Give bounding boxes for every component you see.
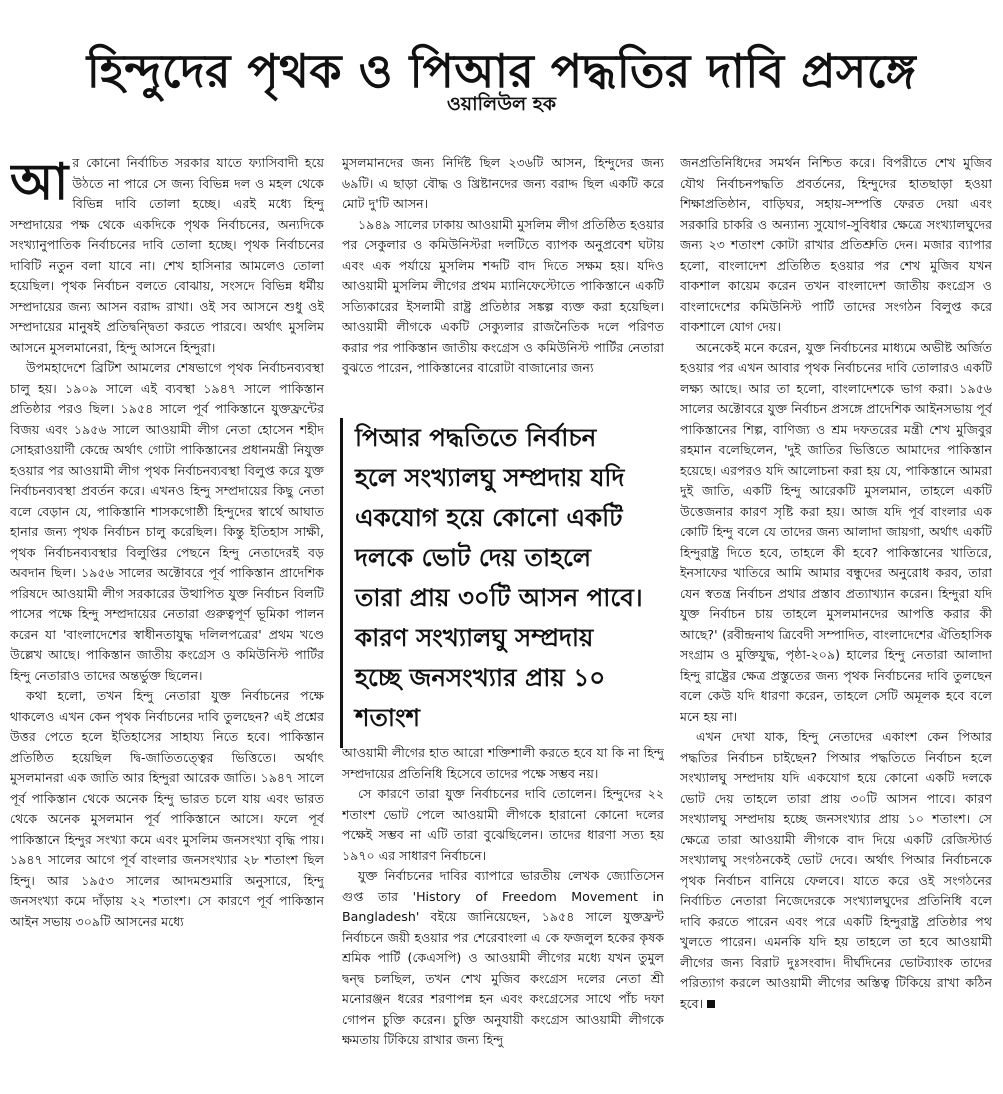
pull-quote: পিআর পদ্ধতিতে নির্বাচন হলে সংখ্যালঘু সম্প্রদায় যদি একযোগ হয়ে কোনো একটি দলকে ভোট দেয় তাহলে তারা প্রায় ৩০টি আসন পাবে। কারণ সংখ্যালঘু সম্প্রদায় হচ্ছে জনসংখ্যার প্রায় ১০ শতাংশ (340, 418, 645, 748)
paragraph: যুক্ত নির্বাচনের দাবির ব্যাপারে ভারতীয় লেখক জ্যোতিসেন গুপ্ত তার 'History of Freedom Movement in Bangladesh' বইয়ে জানিয়েছেন, ১৯৫৪ সালে যুক্তফ্রন্ট নির্বাচনে জয়ী হওয়ার পর শেরেবাংলা এ কে ফজলুল হকের কৃষক শ্রমিক পার্টি (কেএসপি) ও আওয়ামী লীগের মধ্যে যখন তুমুল দ্বন্দ্ব চলছিল, তখন শেখ মুজিব কংগ্রেস দলের নেতা শ্রী মনোরঞ্জন ধরের শরণাপন্ন হন এবং কংগ্রেসের সাথে পাঁচ দফা গোপন চুক্তি করেন। চুক্তি অনুযায়ী কংগ্রেস আওয়ামী লীগকে ক্ষমতায় টিকিয়ে রাখার জন্য হিন্দু (342, 868, 664, 1047)
paragraph (10, 153, 324, 358)
end-mark-icon (707, 1000, 715, 1008)
author-byline: ওয়ালিউল হক (446, 93, 557, 115)
column-2-top (342, 153, 664, 423)
article-column-1 (10, 153, 324, 1083)
paragraph: কথা হলো, তখন হিন্দু নেতারা যুক্ত নির্বাচনের পক্ষে থাকলেও এখন কেন পৃথক নির্বাচনের দাবি তুলছেন? এই প্রশ্নের উত্তর পেতে হলে ইতিহাসের সাহায্য নিতে হবে। পাকিস্তান প্রতিষ্ঠিত হয়েছিল দ্বি-জাতিতত্ত্বের ভিত্তিতে। অর্থাৎ মুসলমানরা এক জাতি আর হিন্দুরা আরেক জাতি। ১৯৪৭ সালে পূর্ব পাকিস্তান থেকে অনেক হিন্দু ভারত চলে যায় এবং ভারত থেকে অনেক মুসলমান পূর্ব পাকিস্তানে আসে। ফলে পূর্ব পাকিস্তানে হিন্দুর সংখ্যা কমে এবং মুসলিম জনসংখ্যা বৃদ্ধি পায়। ১৯৪৭ সালের আগে পূর্ব বাংলার জনসংখ্যার ২৮ শতাংশ ছিল হিন্দু। আর ১৯৫৩ সালের আদমশুমারি অনুসারে, হিন্দু জনসংখ্যা কমে দাঁড়ায় ২২ শতাংশ। সে কারণে পূর্ব পাকিস্তান আইন সভায় ৩০৯টি আসনের মধ্যে (10, 688, 324, 929)
article-column-3 (680, 153, 992, 1083)
headline: হিন্দুদের পৃথক ও পিআর পদ্ধতির দাবি প্রসঙ্গে (86, 43, 917, 98)
paragraph-text: র কোনো নির্বাচিত সরকার যাতে ফ্যাসিবাদী হয়ে উঠতে না পারে সে জন্য বিভিন্ন দল ও মহল থেকে বিভিন্ন দাবি তোলা হচ্ছে। এরই মধ্যে হিন্দু সম্প্রদায়ের পক্ষ থেকে একদিকে পৃথক নির্বাচনের, অন্যদিকে সংখ্যানুপাতিক নির্বাচনের দাবি তোলা হচ্ছে। পৃথক নির্বাচনের দাবিটি নতুন বলা যাবে না। শেখ হাসিনার আমলেও তোলা হয়েছিল। পৃথক নির্বাচন বলতে বোঝায়, সংসদে বিভিন্ন ধর্মীয় সম্প্রদায়ের জন্য আসন বরাদ্দ রাখা। ওই সব আসনে শুধু ওই সম্প্রদায়ের মানুষই প্রতিদ্বন্দ্বিতা করতে পারবে। অর্থাৎ মুসলিম আসনে মুসলমানেরা, হিন্দু আসনে হিন্দুরা। (10, 155, 324, 355)
paragraph (680, 727, 992, 1014)
column-2-bottom (342, 743, 664, 1051)
paragraph: মুসলমানদের জন্য নির্দিষ্ট ছিল ২৩৬টি আসন, হিন্দুদের জন্য ৬৯টি। এ ছাড়া বৌদ্ধ ও খ্রিষ্টানদের জন্য বরাদ্দ ছিল একটি করে মোট দু'টি আসন। (342, 155, 664, 211)
paragraph: উপমহাদেশে ব্রিটিশ আমলের শেষভাগে পৃথক নির্বাচনব্যবস্থা চালু হয়। ১৯০৯ সালে এই ব্যবস্থা ১৯৪৭ সালে পাকিস্তান প্রতিষ্ঠার পরও ছিল। ১৯৫৪ সালে পূর্ব পাকিস্তানে যুক্তফ্রন্টের বিজয় এবং ১৯৫৬ সালে আওয়ামী লীগ নেতা হোসেন শহীদ সোহরাওয়ার্দী কেন্দ্রে অর্থাৎ গোটা পাকিস্তানের প্রধানমন্ত্রী নিযুক্ত হওয়ার পর আওয়ামী লীগ পৃথক নির্বাচনব্যবস্থা বিলুপ্ত করে যুক্ত নির্বাচনব্যবস্থা প্রবর্তন করে। এখনও হিন্দু সম্প্রদায়ের কিছু নেতা বলে বেড়ান যে, পাকিস্তানি শাসকগোষ্ঠী হিন্দুদের স্বার্থে আঘাত হানার জন্য পৃথক নির্বাচন চালু করেছিল। কিন্তু ইতিহাস সাক্ষী, পৃথক নির্বাচনব্যবস্থার বিলুপ্তির পেছনে হিন্দু নেতাদেরই বড় অবদান ছিল। ১৯৫৬ সালের অক্টোবরে পূর্ব পাকিস্তান প্রাদেশিক পরিষদে আওয়ামী লীগ সরকারের উত্থাপিত যুক্ত নির্বাচন বিলটি পাসের পক্ষে হিন্দু সম্প্রদায়ের নেতারা গুরুত্বপূর্ণ ভূমিকা পালন করেন যা 'বাংলাদেশের স্বাধীনতাযুদ্ধ দলিলপত্রের' প্রথম খণ্ডে উল্লেখ আছে। পাকিস্তান জাতীয় কংগ্রেস ও কমিউনিস্ট পার্টির হিন্দু নেতারাও তাদের অন্তর্ভুক্ত ছিলেন। (10, 360, 324, 683)
drop-cap: আ (10, 153, 69, 211)
paragraph: ১৯৪৯ সালের ঢাকায় আওয়ামী মুসলিম লীগ প্রতিষ্ঠিত হওয়ার পর সেকুলার ও কমিউনিস্টরা দলটিতে ব্যাপক অনুপ্রবেশ ঘটায় এবং এক পর্যায়ে মুসলিম শব্দটি বাদ দিতে সক্ষম হয়। যদিও আওয়ামী মুসলিম লীগের প্রথম ম্যানিফেস্টোতে পাকিস্তানে একটি সত্যিকারের ইসলামী রাষ্ট্র প্রতিষ্ঠার সঙ্কল্প ব্যক্ত করা হয়েছিল। আওয়ামী লীগকে একটি সেক্যুলার রাজনৈতিক দলে পরিণত করার পর পাকিস্তান জাতীয় কংগ্রেস ও কমিউনিস্ট পার্টির নেতারা বুঝতে পারেন, পাকিস্তানের বারোটা বাজানোর জন্য (342, 216, 664, 375)
paragraph: আওয়ামী লীগের হাত আরো শক্তিশালী করতে হবে যা কি না হিন্দু সম্প্রদায়ের প্রতিনিধি হিসেবে তাদের পক্ষে সম্ভব নয়। (342, 745, 664, 781)
paragraph-text: এখন দেখা যাক, হিন্দু নেতাদের একাংশ কেন পিআর পদ্ধতির নির্বাচন চাইছেন? পিআর পদ্ধতিতে নির্বাচন হলে সংখ্যালঘু সম্প্রদায় যদি একযোগ হয়ে কোনো একটি দলকে ভোট দেয় তাহলে তারা প্রায় ৩০টি আসন পাবে। কারণ সংখ্যালঘু সম্প্রদায় হচ্ছে জনসংখ্যার প্রায় ১০ শতাংশ। সে ক্ষেত্রে তারা আওয়ামী লীগকে বাদ দিয়ে একটি রেজিস্টার্ড সংখ্যালঘু সংগঠনকেই ভোট দেবে। অর্থাৎ পিআর নির্বাচনকে পৃথক নির্বাচন বানিয়ে ফেলবে। যাতে করে ওই সংগঠনের নির্বাচিত নেতারা নিজেদেরকে সংখ্যালঘুদের প্রতিনিধি বলে দাবি করতে পারেন এবং পরে একটি হিন্দুরাষ্ট্র প্রতিষ্ঠার পথ খুলতে পারেন। এমনকি যদি হয় তাহলে তা হবে আওয়ামী লীগের জন্য বিরাট দুঃসংবাদ। দীর্ঘদিনের ভোটব্যাংক তাদের পরিত্যাগ করলে আওয়ামী লীগের অস্তিত্ব টিকিয়ে রাখা কঠিন হবে। (680, 729, 992, 1011)
paragraph: সে কারণে তারা যুক্ত নির্বাচনের দাবি তোলেন। হিন্দুদের ২২ শতাংশ ভোট পেলে আওয়ামী লীগকে হারানো কোনো দলের পক্ষেই সম্ভব না এটি তারা বুঝেছিলেন। তাদের ধারণা সত্য হয় ১৯৭০ এর সাধারণ নির্বাচনে। (342, 786, 664, 863)
paragraph: জনপ্রতিনিধিদের সমর্থন নিশ্চিত করে। বিপরীতে শেখ মুজিব যৌথ নির্বাচনপদ্ধতি প্রবর্তনের, হিন্দুদের হাতছাড়া হওয়া শিক্ষাপ্রতিষ্ঠান, বাড়িঘর, সহায়-সম্পত্তি ফেরত দেয়া এবং সরকারি চাকরি ও অন্যান্য সুযোগ-সুবিধার ক্ষেত্রে সংখ্যালঘুদের জন্য ২৩ শতাংশ কোটা রাখার প্রতিশ্রুতি দেন। মজার ব্যাপার হলো, বাংলাদেশ প্রতিষ্ঠিত হওয়ার পর শেখ মুজিব যখন বাকশাল কায়েম করেন তখন বাংলাদেশ জাতীয় কংগ্রেস ও বাংলাদেশের কমিউনিস্ট পার্টি তাদের সংগঠন বিলুপ্ত করে বাকশালে যোগ দেয়। (680, 155, 992, 334)
paragraph: অনেকেই মনে করেন, যুক্ত নির্বাচনের মাধ্যমে অভীষ্ট অর্জিত হওয়ার পর এখন আবার পৃথক নির্বাচনের দাবি তোলারও একটি লক্ষ্য আছে। আর তা হলো, বাংলাদেশকে ভাগ করা। ১৯৫৬ সালের অক্টোবরে যুক্ত নির্বাচন প্রসঙ্গে প্রাদেশিক আইনসভায় পূর্ব পাকিস্তানের শিল্প, বাণিজ্য ও শ্রম দফতরের মন্ত্রী শেখ মুজিবুর রহমান বলেছিলেন, 'দুই জাতির ভিত্তিতে আমাদের পাকিস্তান হয়েছে। এরপরও যদি আলোচনা করা হয় যে, পাকিস্তানে আমরা দুই জাতি, একটি হিন্দু আরেকটি মুসলমান, তাহলে একটি উত্তেজনার কারণ সৃষ্টি করা হয়। আজ যদি পূর্ব বাংলার এক কোটি হিন্দু বলে যে তাদের জন্য আলাদা জায়গা, অর্থাৎ একটি হিন্দুরাষ্ট্র দিতে হবে, তাহলে কী হবে? পাকিস্তানের খাতিরে, ইনসাফের খাতিরে আমি আমার বন্ধুদের অনুরোধ করব, তারা যেন স্বতন্ত্র নির্বাচন প্রথার প্রস্তাব প্রত্যাখ্যান করেন। হিন্দুরা যদি যুক্ত নির্বাচন চায় তাহলে মুসলমানদের আপত্তি করার কী আছে?' (রবীন্দ্রনাথ ত্রিবেদী সম্পাদিত, বাংলাদেশের ঐতিহাসিক সংগ্রাম ও মুক্তিযুদ্ধ, পৃষ্ঠা-২০৯) হালের হিন্দু নেতারা আলাদা হিন্দু রাষ্ট্রের ক্ষেত্র প্রস্তুতের জন্য পৃথক নির্বাচনের দাবি তুলছেন বলে কেউ যদি ধারণা করেন, তাহলে সেটি অমূলক হবে বলে মনে হয় না। (680, 339, 992, 724)
